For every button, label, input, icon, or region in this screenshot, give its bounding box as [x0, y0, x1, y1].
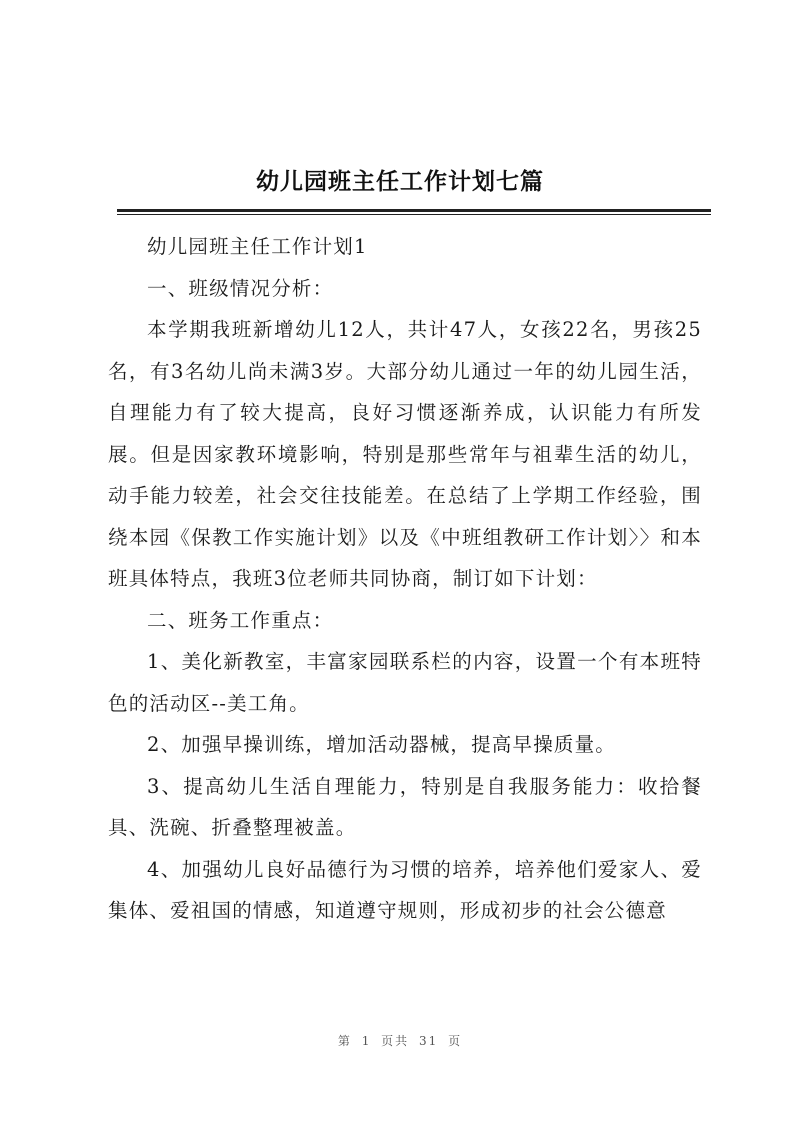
list-item-3: 3、提高幼儿生活自理能力，特别是自我服务能力：收拾餐具、洗碗、折叠整理被盖。: [108, 774, 702, 839]
document-title: 幼儿园班主任工作计划七篇: [256, 168, 544, 195]
paragraph-class-analysis: 本学期我班新增幼儿12人，共计47人，女孩22名，男孩25名，有3名幼儿尚未满3岁。大部分幼儿通过一年的幼儿园生活，自理能力有了较大提高，良好习惯逐渐养成，认识能力有所发展。但是因家教环境影响，特别是那些常年与祖辈生活的幼儿，动手能力较差，社会交往技能差。在总结了上学期工作经验，围绕本园《保教工作实施计划》以及《中班组教研工作计划〉〉和本班具体特点，我班3位老师共同协商，制订如下计划：: [108, 318, 702, 590]
subheading-work-focus: 二、班务工作重点：: [147, 608, 334, 632]
list-item-2: 2、加强早操训练，增加活动器械，提高早操质量。: [147, 733, 617, 756]
subheading-class-analysis: 一、班级情况分析：: [147, 276, 334, 300]
title-underline-thick: [117, 209, 711, 212]
document-body: [108, 226, 702, 932]
title-underline-thin: [117, 214, 711, 215]
section-heading-plan-1: 幼儿园班主任工作计划1: [147, 235, 368, 258]
list-item-1: 1、美化新教室，丰富家园联系栏的内容，设置一个有本班特色的活动区--美工角。: [108, 650, 702, 715]
list-item-4: 4、加强幼儿良好品德行为习惯的培养，培养他们爱家人、爱集体、爱祖国的情感，知道遵守规则，形成初步的社会公德意: [108, 857, 702, 922]
page-footer: 第 1 页共 31 页: [337, 1034, 463, 1048]
